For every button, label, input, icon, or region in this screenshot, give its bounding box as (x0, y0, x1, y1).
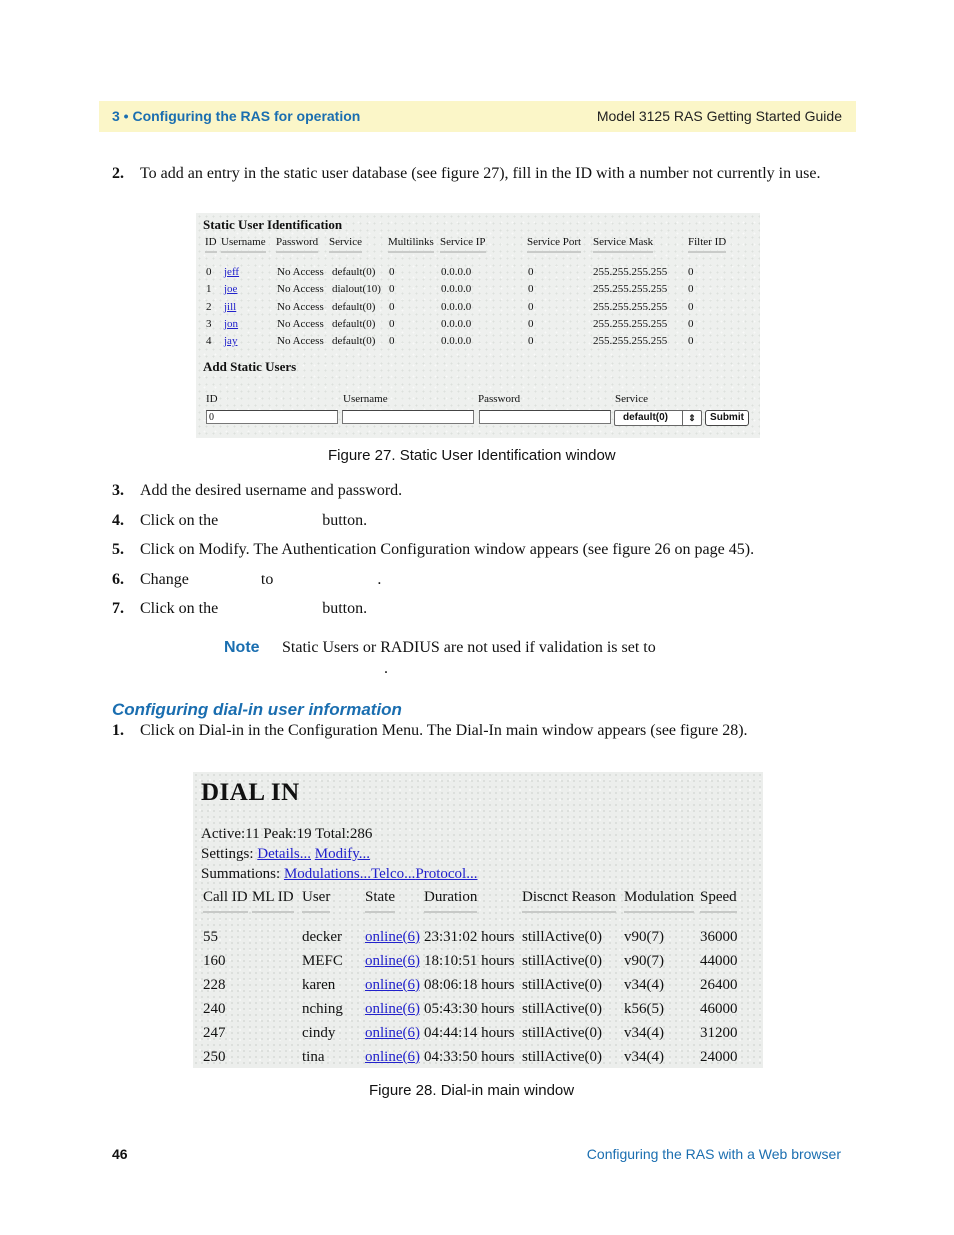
cell-call-id: 240 (203, 1001, 226, 1017)
cell-modulation: k56(5) (624, 1001, 664, 1017)
cell-user: tina (302, 1049, 325, 1065)
telco-link[interactable]: Telco... (371, 866, 416, 882)
cell-service-port: 0 (528, 301, 534, 313)
col-header-service-mask: Service Mask (593, 236, 653, 253)
cell-user: nching (302, 1001, 343, 1017)
col-header-modulation: Modulation (624, 889, 694, 913)
cell-service-ip: 0.0.0.0 (441, 301, 472, 313)
page-header (99, 101, 856, 132)
cell-filter-id: 0 (688, 301, 694, 313)
cell-speed: 46000 (700, 1001, 738, 1017)
col-header-ml-id: ML ID (252, 889, 294, 913)
static-user-title: Static User Identification (203, 217, 343, 232)
cell-modulation: v34(4) (624, 1025, 664, 1041)
cell-service-port: 0 (528, 335, 534, 347)
col-header-id: ID (205, 236, 217, 253)
col-header-discnct-reason: Discnct Reason (522, 889, 616, 913)
cell-call-id: 228 (203, 977, 226, 993)
note-text-end: . (384, 660, 388, 677)
cell-service-port: 0 (528, 266, 534, 278)
username-link[interactable]: jeff (224, 266, 240, 278)
cell-discnct-reason: stillActive(0) (522, 1001, 602, 1017)
step-text: To add an entry in the static user database (see figure 27), fill in the ID with a number not currently in use. (140, 165, 821, 182)
cell-password: No Access (277, 335, 324, 347)
step-number: 7. (112, 600, 124, 617)
summations-line (201, 866, 477, 883)
step-number: 1. (112, 722, 124, 739)
state-link[interactable]: online(6) (365, 977, 420, 993)
section-heading: Configuring dial-in user information (112, 700, 402, 719)
cell-service-mask: 255.255.255.255 (593, 335, 668, 347)
static-user-identification-window (196, 213, 760, 438)
step-text: Click on Dial-in in the Configuration Menu. The Dial-In main window appears (see figure 28). (140, 722, 748, 739)
service-select-value: default(0) (623, 412, 668, 423)
modify-link[interactable]: Modify... (314, 846, 371, 862)
cell-filter-id: 0 (688, 318, 694, 330)
add-id-input[interactable]: 0 (206, 410, 338, 424)
col-header-speed: Speed (700, 889, 737, 913)
cell-service-ip: 0.0.0.0 (441, 283, 472, 295)
cell-id: 2 (206, 301, 212, 313)
service-select[interactable] (614, 410, 702, 426)
cell-speed: 36000 (700, 929, 738, 945)
cell-password: No Access (277, 266, 324, 278)
cell-speed: 24000 (700, 1049, 738, 1065)
username-link[interactable]: joe (224, 283, 238, 295)
cell-multilinks: 0 (389, 335, 395, 347)
state-link[interactable]: online(6) (365, 953, 420, 969)
cell-discnct-reason: stillActive(0) (522, 953, 602, 969)
cell-id: 4 (206, 335, 212, 347)
cell-duration: 05:43:30 hours (424, 1001, 515, 1017)
note-text: Static Users or RADIUS are not used if validation is set to (282, 639, 656, 656)
cell-speed: 31200 (700, 1025, 738, 1041)
cell-service-ip: 0.0.0.0 (441, 318, 472, 330)
cell-service: default(0) (332, 266, 376, 278)
cell-service-mask: 255.255.255.255 (593, 283, 668, 295)
settings-label: Settings: (201, 846, 254, 862)
cell-password: No Access (277, 318, 324, 330)
cell-service-port: 0 (528, 283, 534, 295)
cell-multilinks: 0 (389, 283, 395, 295)
add-password-input[interactable] (479, 410, 611, 424)
col-header-username: Username (221, 236, 266, 253)
cell-service-ip: 0.0.0.0 (441, 335, 472, 347)
add-static-users-title: Add Static Users (203, 359, 297, 374)
col-header-user: User (302, 889, 330, 913)
figure-28-caption: Figure 28. Dial-in main window (369, 1082, 575, 1099)
cell-service: default(0) (332, 318, 376, 330)
add-username-input[interactable] (342, 410, 474, 424)
cell-call-id: 247 (203, 1025, 226, 1041)
cell-service: dialout(10) (332, 283, 381, 295)
cell-duration: 18:10:51 hours (424, 953, 515, 969)
step-number: 6. (112, 571, 124, 588)
cell-user: karen (302, 977, 336, 993)
note-label: Note (224, 639, 260, 656)
cell-id: 1 (206, 283, 212, 295)
step-text: Click on the button. (140, 512, 368, 529)
cell-password: No Access (277, 301, 324, 313)
cell-service: default(0) (332, 301, 376, 313)
footer-chapter: Configuring the RAS with a Web browser (586, 1146, 841, 1162)
dial-in-stats: Active:11 Peak:19 Total:286 (201, 826, 373, 842)
cell-discnct-reason: stillActive(0) (522, 1025, 602, 1041)
col-header-service: Service (329, 236, 362, 253)
step-number: 3. (112, 482, 124, 499)
cell-speed: 44000 (700, 953, 738, 969)
col-header-state: State (365, 889, 395, 913)
username-link[interactable]: jon (224, 318, 239, 330)
username-link[interactable]: jill (224, 301, 237, 313)
step-text: Click on Modify. The Authentication Configuration window appears (see figure 26 on page 45). (140, 541, 755, 558)
step-number: 5. (112, 541, 124, 558)
username-link[interactable]: jay (224, 335, 238, 347)
cell-service-port: 0 (528, 318, 534, 330)
section-title-header: 3 • Configuring the RAS for operation (112, 108, 361, 124)
state-link[interactable]: online(6) (365, 1025, 420, 1041)
cell-user: decker (302, 929, 342, 945)
cell-modulation: v34(4) (624, 977, 664, 993)
modulations-link[interactable]: Modulations... (283, 866, 372, 882)
cell-filter-id: 0 (688, 335, 694, 347)
details-link[interactable]: Details... (257, 846, 312, 862)
cell-multilinks: 0 (389, 318, 395, 330)
add-service-label: Service (615, 393, 648, 405)
cell-service-mask: 255.255.255.255 (593, 318, 668, 330)
cell-password: No Access (277, 283, 324, 295)
cell-service: default(0) (332, 335, 376, 347)
step-text: Change to . (140, 571, 382, 588)
col-header-service-ip: Service IP (440, 236, 486, 253)
state-link[interactable]: online(6) (365, 1049, 420, 1065)
add-id-label: ID (206, 393, 218, 405)
cell-id: 0 (206, 266, 212, 278)
cell-duration: 08:06:18 hours (424, 977, 515, 993)
cell-call-id: 250 (203, 1049, 226, 1065)
cell-multilinks: 0 (389, 301, 395, 313)
state-link[interactable]: online(6) (365, 929, 420, 945)
cell-filter-id: 0 (688, 283, 694, 295)
step-text: Add the desired username and password. (140, 482, 403, 499)
cell-service-mask: 255.255.255.255 (593, 301, 668, 313)
cell-multilinks: 0 (389, 266, 395, 278)
guide-title: Model 3125 RAS Getting Started Guide (596, 108, 842, 124)
cell-duration: 23:31:02 hours (424, 929, 515, 945)
col-header-multilinks: Multilinks (388, 236, 434, 253)
col-header-password: Password (276, 236, 318, 253)
cell-duration: 04:33:50 hours (424, 1049, 515, 1065)
cell-modulation: v90(7) (624, 953, 664, 969)
state-link[interactable]: online(6) (365, 1001, 420, 1017)
summations-label: Summations: (201, 866, 281, 882)
select-arrows-icon: ⇕ (682, 411, 701, 425)
dial-in-main-window (193, 772, 763, 1068)
col-header-duration: Duration (424, 889, 477, 913)
col-header-call-id: Call ID (203, 889, 248, 913)
step-text: Click on the button. (140, 600, 368, 617)
cell-discnct-reason: stillActive(0) (522, 929, 602, 945)
step-number: 2. (112, 165, 124, 182)
cell-service-mask: 255.255.255.255 (593, 266, 668, 278)
cell-call-id: 55 (203, 929, 218, 945)
cell-duration: 04:44:14 hours (424, 1025, 515, 1041)
submit-button[interactable]: Submit (705, 410, 749, 426)
cell-user: MEFC (302, 953, 343, 969)
step-number: 4. (112, 512, 124, 529)
cell-discnct-reason: stillActive(0) (522, 977, 602, 993)
cell-discnct-reason: stillActive(0) (522, 1049, 602, 1065)
protocol-link[interactable]: Protocol... (415, 866, 478, 882)
cell-modulation: v90(7) (624, 929, 664, 945)
page-number: 46 (112, 1146, 128, 1162)
settings-line (201, 846, 370, 863)
cell-modulation: v34(4) (624, 1049, 664, 1065)
dial-in-title: DIAL IN (201, 779, 300, 806)
cell-user: cindy (302, 1025, 336, 1041)
cell-filter-id: 0 (688, 266, 694, 278)
cell-id: 3 (206, 318, 212, 330)
add-username-label: Username (343, 393, 388, 405)
col-header-filter-id: Filter ID (688, 236, 726, 253)
cell-call-id: 160 (203, 953, 226, 969)
col-header-service-port: Service Port (527, 236, 581, 253)
figure-27-caption: Figure 27. Static User Identification window (328, 447, 616, 464)
cell-speed: 26400 (700, 977, 738, 993)
add-password-label: Password (478, 393, 521, 405)
cell-service-ip: 0.0.0.0 (441, 266, 472, 278)
